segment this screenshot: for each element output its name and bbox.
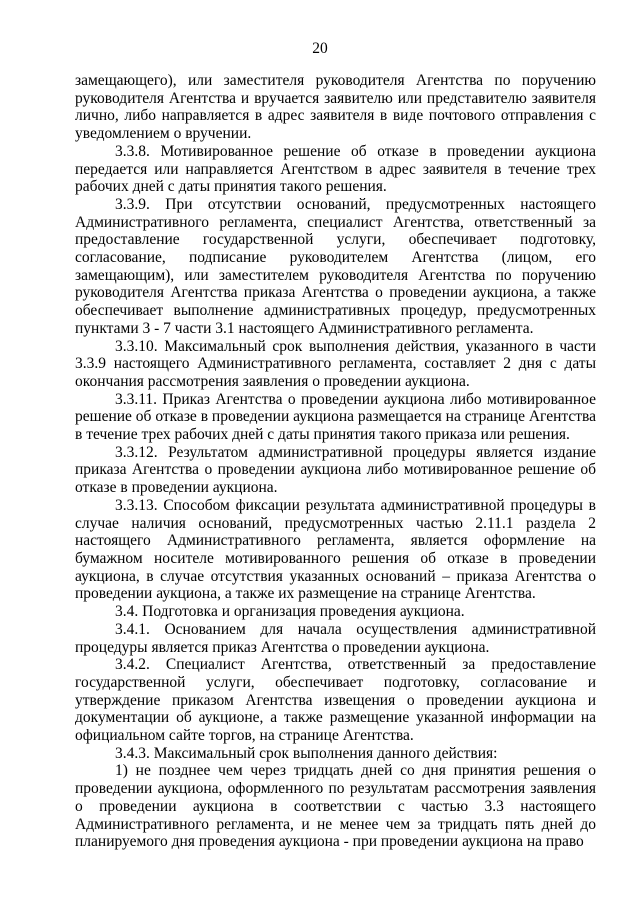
paragraph-3-3-10: 3.3.10. Максимальный срок выполнения действия, указанного в части 3.3.9 настоящего Административного регламента, составляет 2 дня с даты окончания рассмотрения заявления о проведении аукциона.: [75, 337, 596, 390]
paragraph-3-4-3: 3.4.3. Максимальный срок выполнения данного действия:: [115, 744, 498, 762]
paragraph-3-3-11: 3.3.11. Приказ Агентства о проведении аукциона либо мотивированное решение об отказе в проведении аукциона размещается на странице Агентства в течение трех рабочих дней с даты принятия такого приказа или решения.: [75, 390, 596, 444]
document-body: [75, 72, 596, 851]
section-heading-3-4: 3.4. Подготовка и организация проведения аукциона.: [115, 603, 465, 621]
paragraph-3-3-12: 3.3.12. Результатом административной процедуры является издание приказа Агентства о проведении аукциона либо мотивированное решение об отказе в проведении аукциона.: [75, 443, 596, 497]
page-number: 20: [312, 40, 328, 57]
paragraph-3-3-9: 3.3.9. При отсутствии оснований, предусмотренных настоящего Административного регламента, специалист Агентства, ответственный за предоставление государственной услуги, обеспечивает подготовку, согласование, подписание руководителем Агентства (лицом, его замещающим), или заместителем руководителя Агентства по поручению руководителя Агентства приказа Агентства о проведении аукциона, а также обеспечивает выполнение административных процедур, предусмотренных пунктами 3 - 7 части 3.1 настоящего Административного регламента.: [75, 195, 596, 337]
paragraph-3-4-1: 3.4.1. Основанием для начала осуществления административной процедуры является приказ Агентства о проведении аукциона.: [75, 620, 596, 656]
paragraph-continuation: замещающего), или заместителя руководителя Агентства по поручению руководителя Агентства и вручается заявителю или представителю заявителя лично, либо направляется в адрес заявителя в виде почтового отправления с уведомлением о вручении.: [75, 72, 596, 143]
paragraph-3-4-2: 3.4.2. Специалист Агентства, ответственный за предоставление государственной услуги, обеспечивает подготовку, согласование и утверждение приказом Агентства извещения о проведении аукциона и документации об аукционе, а также размещение указанной информации на официальном сайте торгов, на странице Агентства.: [75, 656, 596, 745]
paragraph-3-3-8: 3.3.8. Мотивированное решение об отказе в проведении аукциона передается или направляется Агентством в адрес заявителя в течение трех рабочих дней с даты принятия такого решения.: [75, 142, 596, 196]
paragraph-3-3-13: 3.3.13. Способом фиксации результата административной процедуры в случае наличия оснований, предусмотренных частью 2.11.1 раздела 2 настоящего Административного регламента, является оформление на бумажном носителе мотивированного решения об отказе в проведении аукциона, в случае отсутствия указанных оснований – приказа Агентства о проведении аукциона, а также их размещение на странице Агентства.: [75, 496, 596, 603]
list-item-1: 1) не позднее чем через тридцать дней со дня принятия решения о проведении аукциона, оформленного по результатам рассмотрения заявления о проведении аукциона в соответствии с частью 3.3 настоящего Административного регламента, и не менее чем за тридцать пять дней до планируемого дня проведения аукциона - при проведении аукциона на право: [75, 762, 596, 851]
